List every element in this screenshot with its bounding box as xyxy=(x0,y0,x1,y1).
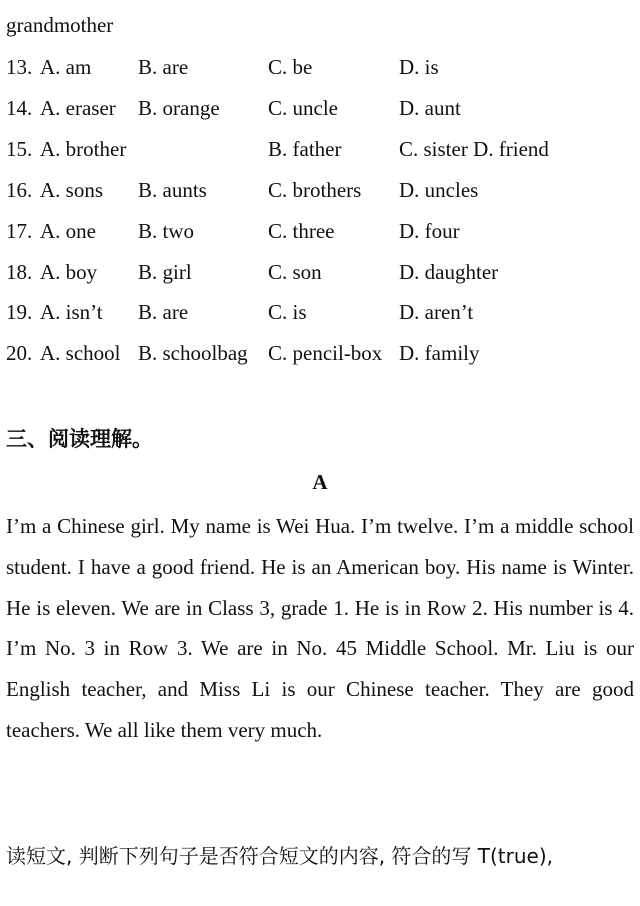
option-c: B. father xyxy=(268,136,342,161)
option-d: D. aren’t xyxy=(399,300,474,325)
section-title: 三、阅读理解。 xyxy=(6,427,153,451)
option-c: C. be xyxy=(268,55,313,79)
option-a: A. am xyxy=(40,55,92,79)
option-a: A. isn’t xyxy=(40,300,103,325)
passage-text: I’m a Chinese girl. My name is Wei Hua. I’m twelve. I’m a middle school student. I have a good friend. He is an American boy. His name is Winter. He is eleven. We are in Class 3, grade 1. He is in Row 2. His number is 4. I’m No. 3 in Row 3. We are in No. 45 Middle School. Mr. Liu is our English teacher, and Miss Li is our Chinese teacher. They are good teachers. We all like them very much. xyxy=(6,514,634,742)
question-number: 17. xyxy=(6,218,33,243)
option-d: D. daughter xyxy=(399,259,499,284)
option-d: D. is xyxy=(399,55,439,79)
option-b: B. two xyxy=(138,218,195,243)
option-b: B. orange xyxy=(138,95,220,120)
question-number: 14. xyxy=(6,95,33,120)
option-c: C. pencil-box xyxy=(268,341,383,366)
option-d: C. sister D. friend xyxy=(399,136,549,161)
option-d: D. aunt xyxy=(399,95,461,120)
question-number: 15. xyxy=(6,136,33,161)
option-c: C. three xyxy=(268,218,335,243)
option-a: A. brother xyxy=(40,136,127,161)
option-c: C. son xyxy=(268,259,322,284)
passage-label: A xyxy=(312,470,328,494)
option-a: A. sons xyxy=(40,177,104,202)
question-number: 19. xyxy=(6,300,33,325)
option-d: D. family xyxy=(399,341,480,366)
option-a: A. school xyxy=(40,341,121,366)
option-a: A. boy xyxy=(40,259,98,284)
option-c: C. is xyxy=(268,300,307,325)
question-number: 16. xyxy=(6,177,33,202)
option-c: C. brothers xyxy=(268,177,362,202)
instruction-text: 读短文, 判断下列句子是否符合短文的内容, 符合的写 T(true), xyxy=(6,844,554,868)
option-b: B. aunts xyxy=(138,177,207,202)
answer-fragment: grandmother xyxy=(6,13,114,37)
option-b: B. schoolbag xyxy=(138,341,248,366)
option-b: B. girl xyxy=(138,259,192,284)
option-a: A. one xyxy=(40,218,96,243)
option-a: A. eraser xyxy=(40,95,116,120)
option-b: B. are xyxy=(138,55,189,79)
question-number: 18. xyxy=(6,259,33,284)
question-number: 13. xyxy=(6,55,33,79)
option-c: C. uncle xyxy=(268,95,338,120)
option-b: B. are xyxy=(138,300,189,325)
option-d: D. uncles xyxy=(399,177,479,202)
question-number: 20. xyxy=(6,341,33,366)
option-d: D. four xyxy=(399,218,460,243)
